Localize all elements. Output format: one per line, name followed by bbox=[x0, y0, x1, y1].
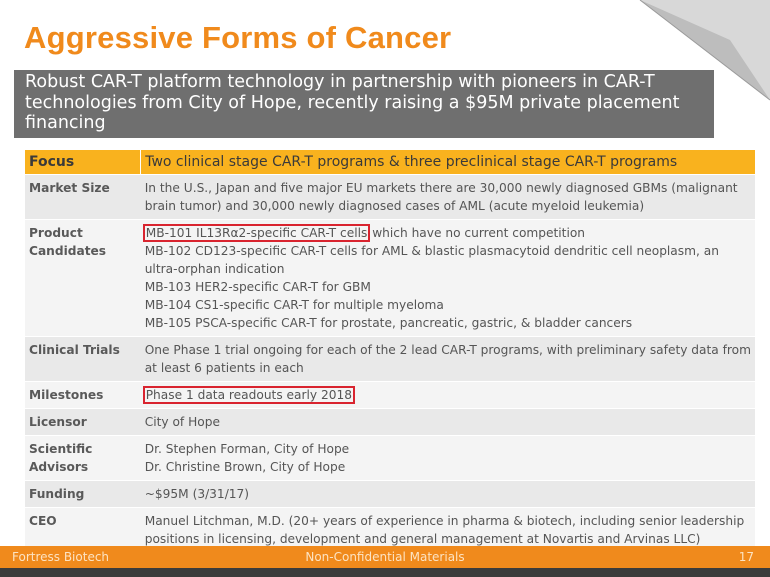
candidate-mb-102: MB-102 CD123-specific CAR-T cells for AML & blastic plasmacytoid dendritic cell neoplasm, an bbox=[144, 244, 719, 258]
table-row-product-candidates bbox=[25, 220, 755, 337]
candidate-mb-104: MB-104 CS1-specific CAR-T for multiple myeloma bbox=[144, 298, 444, 312]
table-row-funding bbox=[25, 481, 755, 508]
text-line: One Phase 1 trial ongoing for each of the 2 lead CAR-T programs, with preliminary safety data from bbox=[144, 343, 751, 357]
bottom-border bbox=[0, 568, 770, 577]
text-line: Manuel Litchman, M.D. (20+ years of experience in pharma & biotech, including senior leadership bbox=[144, 514, 745, 528]
table-row-market-size bbox=[25, 175, 755, 220]
row-label-focus: Focus bbox=[25, 150, 141, 175]
row-value-product-candidates bbox=[141, 220, 755, 337]
advisor-name: Dr. Stephen Forman, City of Hope bbox=[144, 442, 350, 456]
candidate-mb-103: MB-103 HER2-specific CAR-T for GBM bbox=[144, 280, 371, 294]
table-row-scientific-advisors bbox=[25, 436, 755, 481]
candidate-mb-102-cont: ultra-orphan indication bbox=[144, 262, 285, 276]
candidate-mb-101 bbox=[145, 224, 751, 242]
table-row-clinical-trials bbox=[25, 337, 755, 382]
row-label-market-size: Market Size bbox=[25, 175, 141, 220]
label-line: Scientific bbox=[29, 442, 93, 456]
row-label-product-candidates bbox=[25, 220, 141, 337]
footer-note: Non-Confidential Materials bbox=[305, 550, 465, 564]
row-value-funding: ~$95M (3/31/17) bbox=[141, 481, 755, 508]
label-line: Advisors bbox=[29, 460, 89, 474]
info-table bbox=[25, 150, 755, 553]
text-line: brain tumor) and 30,000 newly diagnosed cases of AML (acute myeloid leukemia) bbox=[144, 199, 645, 213]
table-header-row bbox=[25, 150, 755, 175]
table-row-milestones bbox=[25, 382, 755, 409]
subtitle-line: Robust CAR-T platform technology in partnership with pioneers in CAR-T bbox=[25, 72, 655, 92]
row-value-licensor: City of Hope bbox=[141, 409, 755, 436]
text-line: positions in licensing, development and general management at Novartis and Arvinas LLC) bbox=[144, 532, 701, 546]
text-line: In the U.S., Japan and five major EU markets there are 30,000 newly diagnosed GBMs (malignant bbox=[144, 181, 738, 195]
highlighted-text-mb-101: MB-101 IL13Rα2-specific CAR-T cells bbox=[145, 226, 368, 240]
label-line: Candidates bbox=[29, 244, 107, 258]
text-line: at least 6 patients in each bbox=[144, 361, 304, 375]
page-title: Aggressive Forms of Cancer bbox=[24, 20, 452, 55]
row-label-clinical-trials: Clinical Trials bbox=[25, 337, 141, 382]
row-label-scientific-advisors bbox=[25, 436, 141, 481]
table-row-licensor bbox=[25, 409, 755, 436]
footer-bar bbox=[0, 546, 770, 568]
row-label-milestones: Milestones bbox=[25, 382, 141, 409]
row-value-clinical-trials bbox=[141, 337, 755, 382]
row-label-licensor: Licensor bbox=[25, 409, 141, 436]
row-value-market-size bbox=[141, 175, 755, 220]
row-label-ceo: CEO bbox=[25, 508, 141, 553]
candidate-mb-105: MB-105 PSCA-specific CAR-T for prostate, pancreatic, gastric, & bladder cancers bbox=[144, 316, 633, 330]
subtitle-line: financing bbox=[25, 113, 106, 133]
row-value-focus: Two clinical stage CAR-T programs & three preclinical stage CAR-T programs bbox=[141, 150, 755, 175]
advisor-name: Dr. Christine Brown, City of Hope bbox=[144, 460, 346, 474]
candidate-note: which have no current competition bbox=[368, 226, 586, 240]
row-label-funding: Funding bbox=[25, 481, 141, 508]
row-value-milestones bbox=[141, 382, 755, 409]
row-value-scientific-advisors bbox=[141, 436, 755, 481]
subtitle bbox=[25, 72, 705, 134]
page-number: 17 bbox=[738, 550, 754, 564]
label-line: Product bbox=[29, 226, 83, 240]
subtitle-line: technologies from City of Hope, recently raising a $95M private placement bbox=[25, 92, 680, 113]
footer-company: Fortress Biotech bbox=[12, 550, 110, 564]
highlighted-text-milestone: Phase 1 data readouts early 2018 bbox=[145, 388, 353, 402]
